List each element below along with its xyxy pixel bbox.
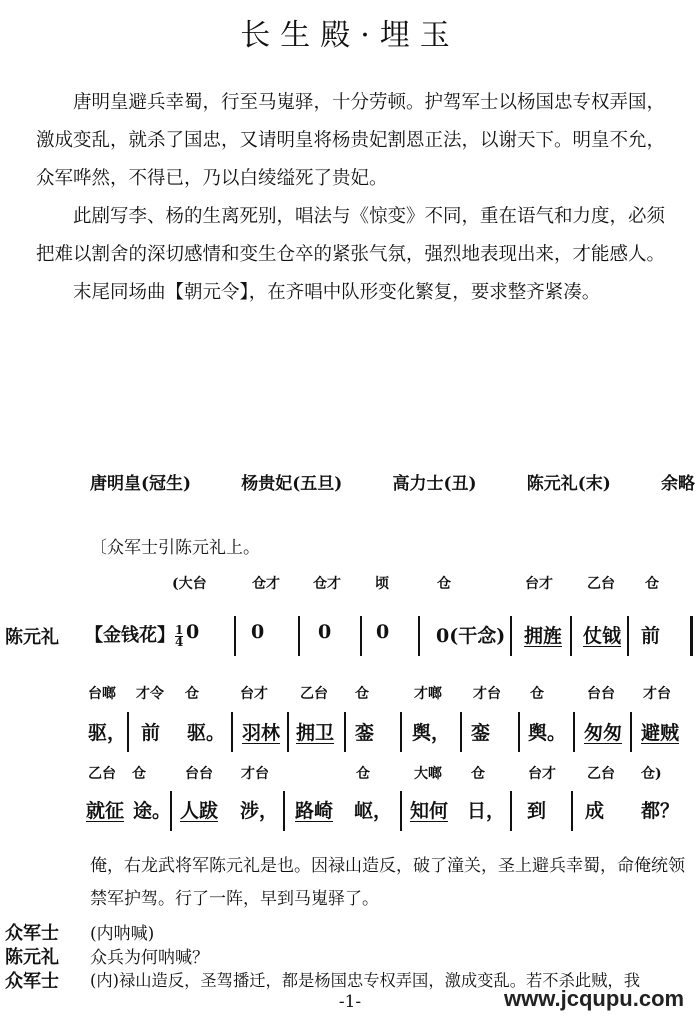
meter-top: 1 (175, 622, 184, 637)
watermark: www.jcqupu.com (504, 986, 685, 1011)
lyric-cell: 拥卫 (296, 722, 335, 744)
role-item: 杨贵妃(五旦) (241, 474, 343, 494)
percussion-syllable: (大台 (172, 576, 207, 592)
lyric-cell: 就征 (86, 800, 125, 822)
barline (630, 712, 632, 752)
barline (400, 712, 402, 752)
role-item: 余略 (661, 474, 695, 494)
lyric-cell: 0(干念) (436, 625, 506, 647)
lyric-cell: 知何 (410, 800, 449, 822)
intro-paragraph-1: 唐明皇避兵幸蜀，行至马嵬驿，十分劳顿。护驾军士以杨国忠专权弄国，激成变乱，就杀了国忠，又请明皇将杨贵妃割恩正法，以谢天下。明皇不允，众军哗然，不得已，乃以白绫缢死了贵妃。 (36, 92, 666, 189)
percussion-syllable: 才台 (473, 686, 501, 702)
lyric-cell: 0 (376, 621, 390, 643)
tune-label: 【金钱花】 (85, 625, 175, 646)
percussion-syllable: 台啷 (88, 686, 116, 702)
lyric-cell: 銮 (471, 722, 491, 744)
lyric-cell: 避贼 (641, 722, 680, 744)
percussion-syllable: 乙台 (587, 576, 615, 592)
lyric-row-1 (0, 621, 700, 651)
role-item: 高力士(丑) (392, 474, 477, 494)
barline (690, 616, 693, 656)
lyric-cell: 涉， (240, 800, 279, 822)
lyric-cell: 0 (186, 621, 200, 643)
singer-name: 陈元礼 (5, 627, 59, 648)
percussion-syllable: 台台 (587, 686, 615, 702)
percussion-syllable: 仓 (437, 576, 451, 592)
percussion-syllable: 才台 (241, 766, 269, 782)
barline (510, 791, 512, 831)
role-list (90, 469, 695, 494)
percussion-syllable: 仓 (356, 766, 370, 782)
barline (234, 616, 236, 656)
lyric-cell: 成 (585, 800, 605, 822)
barline (460, 712, 462, 752)
lyric-cell: 岖， (354, 800, 393, 822)
lyric-cell: 前 (141, 722, 161, 744)
barline (287, 712, 289, 752)
barline (231, 712, 233, 752)
lyric-cell: 0 (318, 621, 332, 643)
lyric-cell: 都？ (641, 800, 680, 822)
tune-name (85, 621, 183, 648)
percussion-row-3 (0, 763, 700, 783)
lyric-cell: 羽林 (242, 722, 281, 744)
percussion-syllable: 台才 (240, 686, 268, 702)
barline (400, 791, 402, 831)
lyric-cell: 日， (467, 800, 506, 822)
percussion-syllable: 乙台 (587, 766, 615, 782)
percussion-syllable: 乙台 (88, 766, 116, 782)
percussion-syllable: 大啷 (414, 766, 442, 782)
barline (283, 791, 285, 831)
dialog-speaker: 众军士 (5, 923, 59, 944)
lyric-cell: 途。 (133, 800, 172, 822)
percussion-syllable: 乙台 (300, 686, 328, 702)
stage-direction: 〔众军士引陈元礼上。 (90, 538, 260, 558)
percussion-row-2 (0, 683, 700, 703)
barline (360, 616, 362, 656)
meter-bottom: 4 (175, 634, 184, 649)
barline (127, 712, 129, 752)
barline (170, 791, 172, 831)
lyric-cell: 人跋 (180, 800, 219, 822)
lyric-cell: 驱， (88, 722, 127, 744)
dialog-text: (内呐喊) (90, 924, 155, 944)
intro-paragraph-2: 此剧写李、杨的生离死别，唱法与《惊变》不同，重在语气和力度，必须把难以割舍的深切感情和变生仓卒的紧张气氛，强烈地表现出来，才能感人。 (36, 206, 666, 265)
percussion-syllable: 台才 (528, 766, 556, 782)
barline (510, 616, 512, 656)
lyric-cell: 舆， (412, 722, 451, 744)
dialog-speaker: 陈元礼 (5, 947, 59, 968)
percussion-syllable: 仓 (530, 686, 544, 702)
page-title: 长生殿·埋玉 (240, 18, 460, 53)
percussion-syllable: 才台 (643, 686, 671, 702)
percussion-syllable: 仓才 (252, 576, 280, 592)
barline (298, 616, 300, 656)
barline (344, 712, 346, 752)
lyric-cell: 0 (251, 621, 265, 643)
barline (627, 616, 629, 656)
page-number: -1- (338, 992, 362, 1012)
dialog-text: 众兵为何呐喊？ (90, 948, 209, 968)
lyric-cell: 前 (641, 625, 661, 647)
lyric-cell: 舆。 (528, 722, 567, 744)
percussion-syllable: 仓 (471, 766, 485, 782)
percussion-syllable: 仓 (185, 686, 199, 702)
meter-fraction (175, 622, 184, 649)
percussion-syllable: 仓 (132, 766, 146, 782)
barline (571, 791, 573, 831)
lyric-row-2 (0, 718, 700, 748)
lyric-cell: 銮 (355, 722, 375, 744)
lyric-cell: 驱。 (187, 722, 226, 744)
role-item: 陈元礼(末) (526, 474, 611, 494)
percussion-syllable: 仓 (355, 686, 369, 702)
percussion-row-1 (0, 573, 700, 593)
lyric-cell: 仗钺 (583, 625, 622, 647)
percussion-syllable: 顷 (375, 576, 389, 592)
barline (518, 712, 520, 752)
dialog-text: (内)禄山造反，圣驾播迁，都是杨国忠专权弄国，激成变乱。若不杀此贼，我 (90, 971, 640, 990)
lyric-cell: 匆匆 (584, 722, 623, 744)
lyric-cell: 到 (527, 800, 547, 822)
percussion-syllable: 仓) (641, 766, 662, 782)
barline (418, 616, 420, 656)
percussion-syllable: 台台 (185, 766, 213, 782)
role-item: 唐明皇(冠生) (90, 474, 192, 494)
intro-text (36, 84, 676, 312)
lyric-cell: 拥旌 (524, 625, 563, 647)
percussion-syllable: 仓才 (313, 576, 341, 592)
intro-paragraph-3: 末尾同场曲【朝元令】，在齐唱中队形变化繁复，要求整齐紧凑。 (73, 282, 601, 303)
lyric-cell: 路崎 (295, 800, 334, 822)
dialog-speaker: 众军士 (5, 971, 59, 992)
barline (570, 616, 572, 656)
percussion-syllable: 台才 (525, 576, 553, 592)
percussion-syllable: 才令 (136, 686, 164, 702)
percussion-syllable: 才啷 (414, 686, 442, 702)
lyric-row-3 (0, 796, 700, 826)
barline (573, 712, 575, 752)
percussion-syllable: 仓 (645, 576, 659, 592)
speech-text: 俺，右龙武将军陈元礼是也。因禄山造反，破了潼关，圣上避兵幸蜀，命俺统领禁军护驾。行了一阵，早到马嵬驿了。 (90, 856, 685, 909)
